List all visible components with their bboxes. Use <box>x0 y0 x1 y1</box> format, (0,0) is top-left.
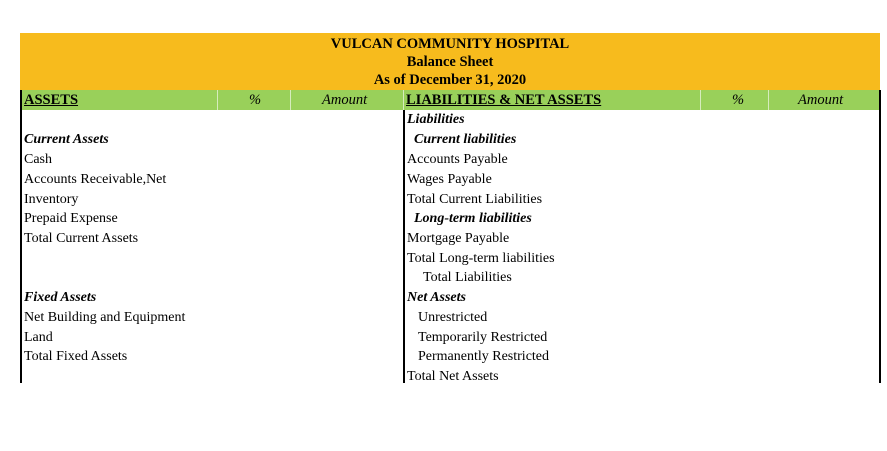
total-current-liabilities-label: Total Current Liabilities <box>407 192 543 207</box>
pct-right-header: % <box>732 92 745 108</box>
total-fixed-assets-label: Total Fixed Assets <box>24 349 128 364</box>
amount-right-header: Amount <box>798 92 844 108</box>
long-term-heading: Long-term liabilities <box>414 211 532 226</box>
total-net-assets-label: Total Net Assets <box>407 369 499 384</box>
middle-border <box>403 110 405 383</box>
inventory-label: Inventory <box>24 192 79 207</box>
header-divider <box>700 90 701 110</box>
wages-label: Wages Payable <box>407 172 492 187</box>
header-divider <box>768 90 769 110</box>
ap-label: Accounts Payable <box>407 152 508 167</box>
total-long-term-label: Total Long-term liabilities <box>407 251 555 266</box>
pct-left-header: % <box>249 92 262 108</box>
mortgage-label: Mortgage Payable <box>407 231 510 246</box>
total-liabilities-label: Total Liabilities <box>423 270 512 285</box>
unrestricted-label: Unrestricted <box>418 310 488 325</box>
net-assets-heading: Net Assets <box>407 290 466 305</box>
title-band <box>20 33 880 90</box>
net-building-label: Net Building and Equipment <box>24 310 186 325</box>
fixed-assets-heading: Fixed Assets <box>24 290 97 305</box>
statement-name: Balance Sheet <box>406 54 494 70</box>
perm-restricted-label: Permanently Restricted <box>418 349 550 364</box>
liabilities-heading: Liabilities <box>407 112 465 127</box>
current-assets-heading: Current Assets <box>24 132 109 147</box>
statement-date: As of December 31, 2020 <box>373 72 527 88</box>
current-liabilities-heading: Current liabilities <box>414 132 517 147</box>
header-divider <box>290 90 291 110</box>
temp-restricted-label: Temporarily Restricted <box>418 330 548 345</box>
prepaid-label: Prepaid Expense <box>24 211 118 226</box>
header-divider <box>403 90 404 110</box>
liabilities-header: LIABILITIES & NET ASSETS <box>406 92 602 108</box>
amount-left-header: Amount <box>322 92 368 108</box>
land-label: Land <box>24 330 53 345</box>
header-divider <box>217 90 218 110</box>
total-current-assets-label: Total Current Assets <box>24 231 139 246</box>
cash-label: Cash <box>24 152 52 167</box>
assets-header: ASSETS <box>24 92 79 108</box>
left-border <box>20 90 22 383</box>
right-border <box>879 90 881 383</box>
org-name: VULCAN COMMUNITY HOSPITAL <box>330 36 570 52</box>
ar-label: Accounts Receivable,Net <box>24 172 167 187</box>
